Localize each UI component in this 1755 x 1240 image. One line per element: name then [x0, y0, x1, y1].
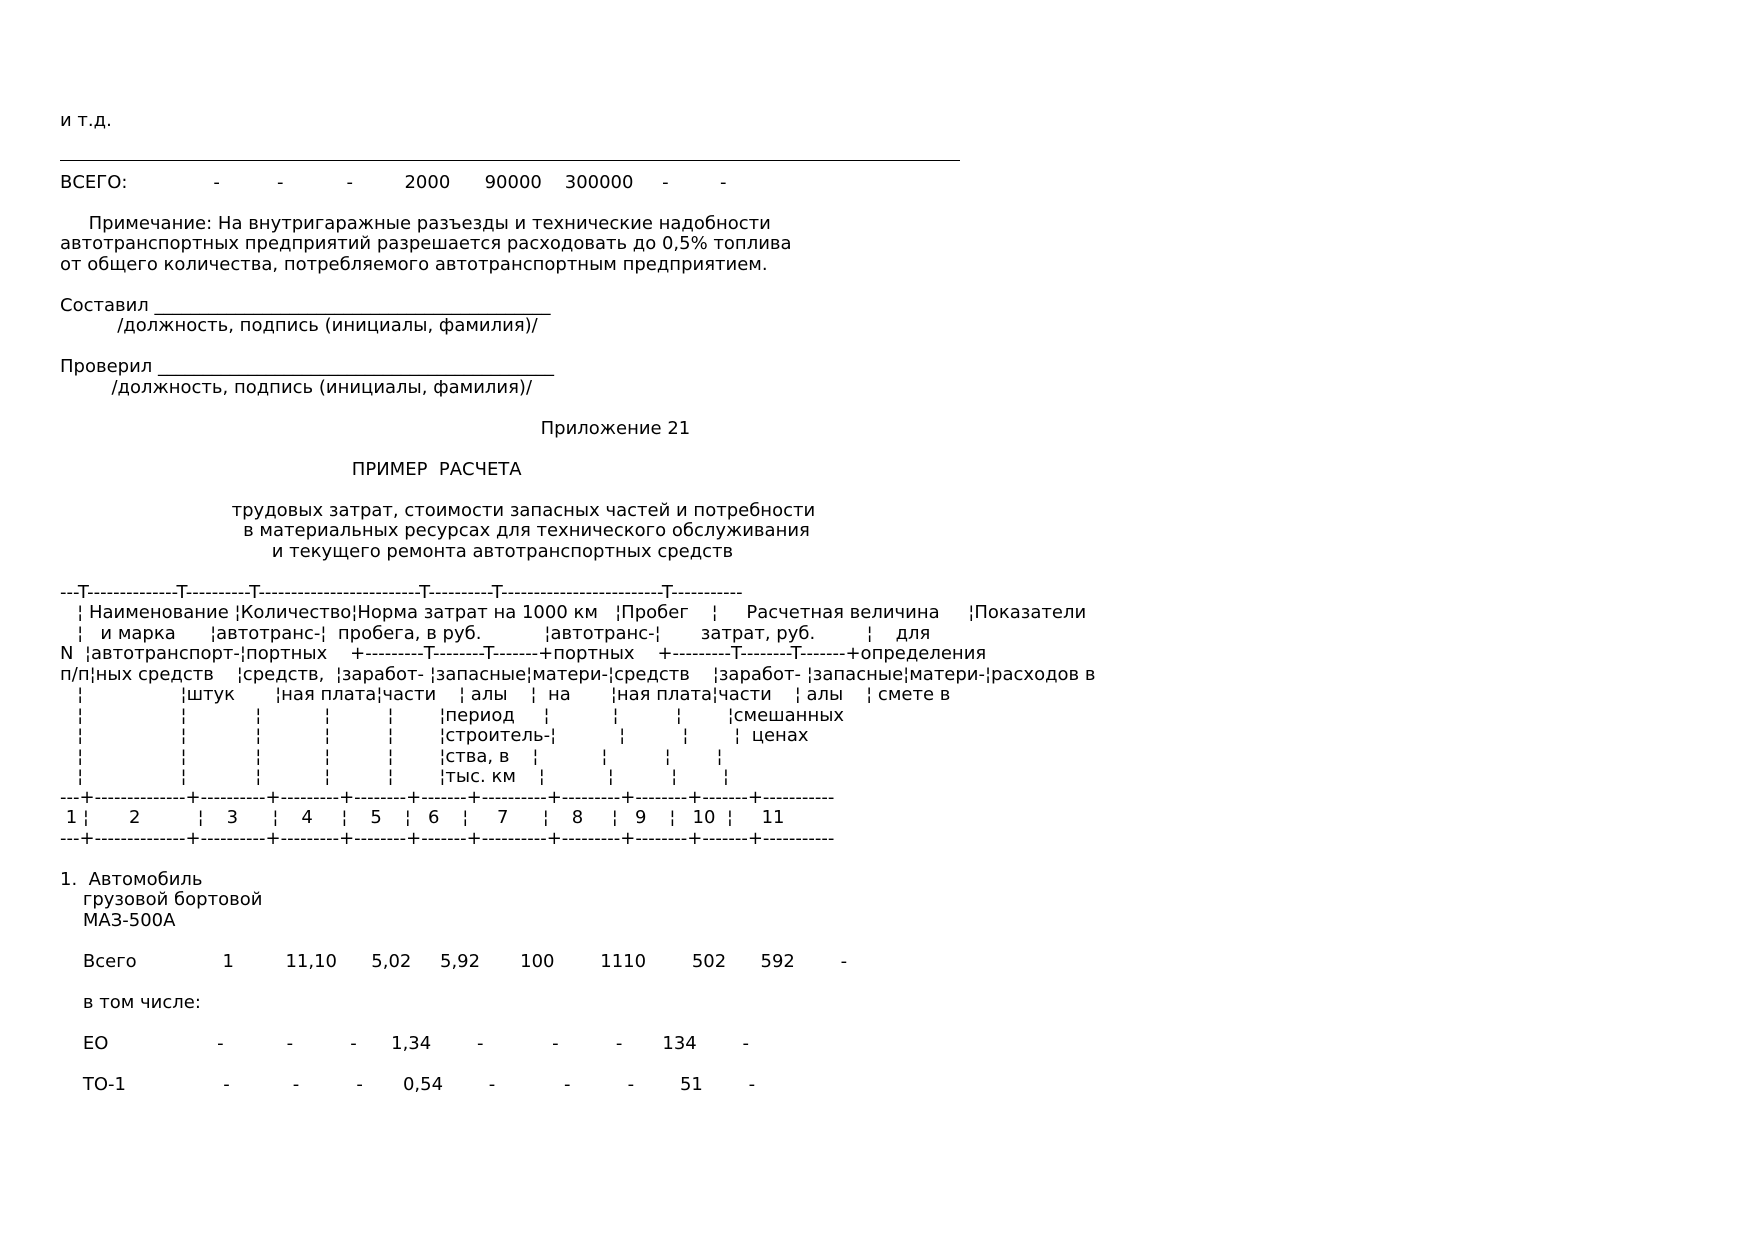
text-line: и текущего ремонта автотранспортных средств — [60, 540, 734, 562]
text-line: Составил ____________________________________________ — [60, 294, 551, 316]
text-line: в том числе: — [60, 991, 201, 1013]
text-line: 1 ¦ 2 ¦ 3 ¦ 4 ¦ 5 ¦ 6 ¦ 7 ¦ 8 ¦ 9 ¦ 10 ¦ 11 — [60, 807, 785, 828]
text-line: /должность, подпись (инициалы, фамилия)/ — [60, 315, 538, 336]
text-line: п/п¦ных средств ¦средств, ¦заработ- ¦запасные¦матери-¦средств ¦заработ- ¦запасные¦матери-¦расходов в — [60, 663, 1096, 685]
text-line: ---T--------------T----------T-------------------------T----------T-------------------------T----------- — [60, 581, 743, 603]
text-line: ВСЕГО: - - - 2000 90000 300000 - - — [60, 171, 727, 193]
text-line: в материальных ресурсах для технического обслуживания — [60, 520, 810, 541]
text-line: N ¦автотранспорт-¦портных +---------T--------T-------+портных +---------T--------T-------+определения — [60, 643, 987, 664]
text-line: от общего количества, потребляемого автотранспортным предприятием. — [60, 253, 768, 275]
horizontal-rule — [60, 160, 960, 161]
text-line: Всего 1 11,10 5,02 5,92 100 1110 502 592 - — [60, 950, 848, 972]
text-line: Приложение 21 — [60, 417, 691, 439]
text-line: ---+--------------+----------+---------+--------+-------+----------+---------+--------+-------+----------- — [60, 786, 835, 808]
text-line: автотранспортных предприятий разрешается расходовать до 0,5% топлива — [60, 233, 792, 254]
text-line: ¦ ¦ ¦ ¦ ¦ ¦ства, в ¦ ¦ ¦ ¦ — [60, 745, 723, 767]
text-line: ¦ Наименование ¦Количество¦Норма затрат на 1000 км ¦Пробег ¦ Расчетная величина ¦Показатели — [60, 602, 1087, 623]
text-line: ¦ ¦ ¦ ¦ ¦ ¦тыс. км ¦ ¦ ¦ ¦ — [60, 766, 729, 787]
text-line: /должность, подпись (инициалы, фамилия)/ — [60, 376, 533, 398]
text-line: 1. Автомобиль — [60, 868, 203, 890]
text-line: ПРИМЕР РАСЧЕТА — [60, 458, 522, 480]
text-line: грузовой бортовой — [60, 889, 263, 910]
text-line: Проверил ____________________________________________ — [60, 356, 555, 377]
text-line: ¦ и марка ¦автотранс-¦ пробега, в руб. ¦автотранс-¦ затрат, руб. ¦ для — [60, 622, 931, 644]
text-line: трудовых затрат, стоимости запасных частей и потребности — [60, 499, 816, 521]
text-line: Примечание: На внутригаражные разъезды и технические надобности — [60, 212, 771, 234]
text-line: ТО-1 - - - 0,54 - - - 51 - — [60, 1073, 756, 1095]
text-line: и т.д. — [60, 110, 112, 131]
text-line: ---+--------------+----------+---------+--------+-------+----------+---------+--------+-------+----------- — [60, 827, 835, 849]
text-line: ¦ ¦ ¦ ¦ ¦ ¦период ¦ ¦ ¦ ¦смешанных — [60, 704, 845, 726]
text-line: ¦ ¦штук ¦ная плата¦части ¦ алы ¦ на ¦ная плата¦части ¦ алы ¦ смете в — [60, 684, 951, 705]
text-line: ЕО - - - 1,34 - - - 134 - — [60, 1032, 750, 1054]
text-line: ¦ ¦ ¦ ¦ ¦ ¦строитель-¦ ¦ ¦ ¦ ценах — [60, 725, 809, 746]
text-line: МАЗ-500А — [60, 909, 176, 931]
